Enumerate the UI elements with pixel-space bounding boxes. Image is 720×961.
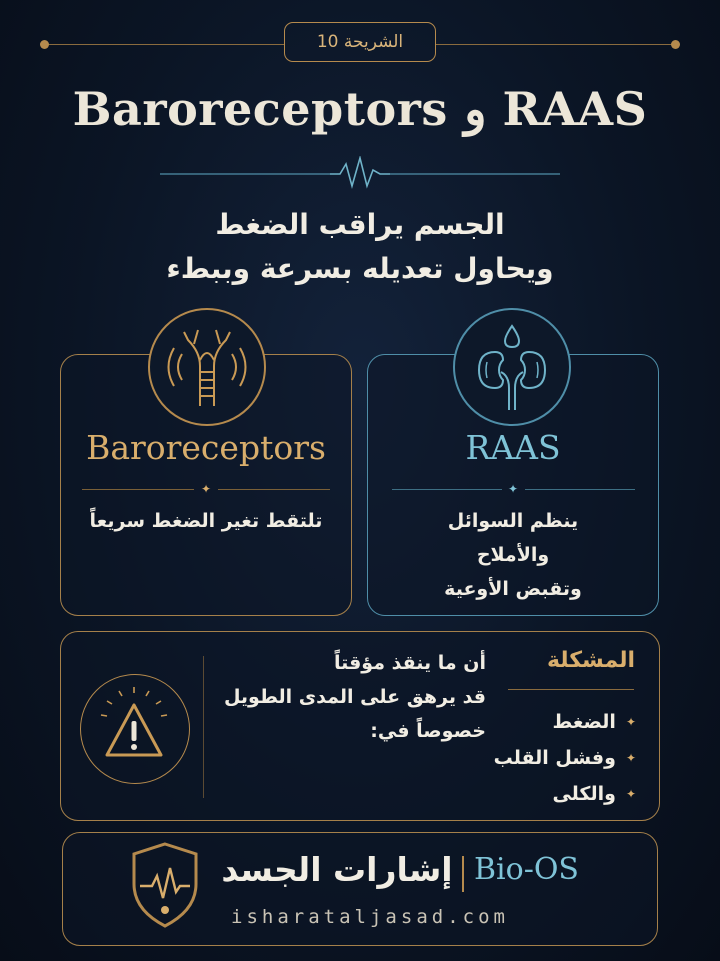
warning-icon bbox=[81, 675, 188, 782]
sparkle-bullet-icon: ✦ bbox=[625, 715, 636, 729]
problem-heading-underline bbox=[508, 689, 634, 690]
problem-item-label: وفشل القلب bbox=[493, 747, 616, 769]
raas-emblem bbox=[453, 308, 571, 426]
top-rule-left bbox=[48, 44, 284, 45]
raas-title: RAAS bbox=[465, 428, 561, 467]
baroreceptors-separator-star: ✦ bbox=[200, 482, 212, 496]
problem-item-label: والكلى bbox=[552, 783, 616, 805]
kidneys-droplet-icon bbox=[455, 310, 569, 424]
problem-statement-line-3: خصوصاً في: bbox=[370, 720, 486, 742]
heartbeat-line-icon bbox=[160, 156, 560, 192]
baroreceptors-emblem bbox=[148, 308, 266, 426]
top-rule-right-dot bbox=[671, 40, 680, 49]
problem-item-label: الضغط bbox=[552, 711, 616, 733]
raas-description-line-2: والأملاح bbox=[476, 544, 550, 566]
baroreceptors-separator-right bbox=[218, 489, 330, 490]
raas-separator-star: ✦ bbox=[507, 482, 519, 496]
brand-logo bbox=[128, 840, 202, 930]
raas-separator-left bbox=[392, 489, 502, 490]
raas-separator-right bbox=[525, 489, 635, 490]
raas-description-line-1: ينظم السوائل bbox=[447, 510, 579, 532]
warning-emblem bbox=[80, 674, 190, 784]
slide-number-badge: الشريحة 10 bbox=[284, 22, 436, 62]
list-item bbox=[470, 776, 636, 812]
subtitle-line-1: الجسم يراقب الضغط bbox=[215, 208, 505, 241]
sparkle-bullet-icon: ✦ bbox=[625, 787, 636, 801]
brand-divider bbox=[462, 856, 464, 892]
baroreceptors-title: Baroreceptors bbox=[86, 428, 326, 467]
problem-divider bbox=[203, 656, 204, 798]
page-title: Baroreceptors و RAAS bbox=[72, 82, 648, 136]
problem-statement-line-1: أن ما ينقذ مؤقتاً bbox=[333, 652, 486, 674]
page-subtitle bbox=[0, 203, 720, 291]
shield-heartbeat-icon bbox=[128, 840, 202, 930]
list-item bbox=[470, 740, 636, 776]
subtitle-line-2: ويحاول تعديله بسرعة وببطء bbox=[166, 252, 554, 285]
baroreceptors-separator-left bbox=[82, 489, 194, 490]
problem-statement-line-2: قد يرهق على المدى الطويل bbox=[223, 686, 486, 708]
raas-description bbox=[367, 504, 659, 606]
top-rule-left-dot bbox=[40, 40, 49, 49]
brand-website[interactable]: isharataljasad.com bbox=[231, 906, 509, 928]
problem-list bbox=[470, 704, 636, 812]
artery-sound-icon bbox=[150, 310, 264, 424]
brand-name-arabic: إشارات الجسد bbox=[221, 850, 453, 889]
list-item bbox=[470, 704, 636, 740]
brand-name-english: Bio-OS bbox=[474, 852, 579, 887]
problem-heading: المشكلة bbox=[546, 648, 635, 673]
problem-statement bbox=[210, 646, 486, 748]
baroreceptors-description: تلتقط تغير الضغط سريعاً bbox=[89, 510, 323, 532]
raas-description-line-3: وتقبض الأوعية bbox=[444, 578, 582, 600]
top-rule-right bbox=[436, 44, 672, 45]
heartbeat-divider bbox=[160, 156, 560, 192]
sparkle-bullet-icon: ✦ bbox=[625, 751, 636, 765]
